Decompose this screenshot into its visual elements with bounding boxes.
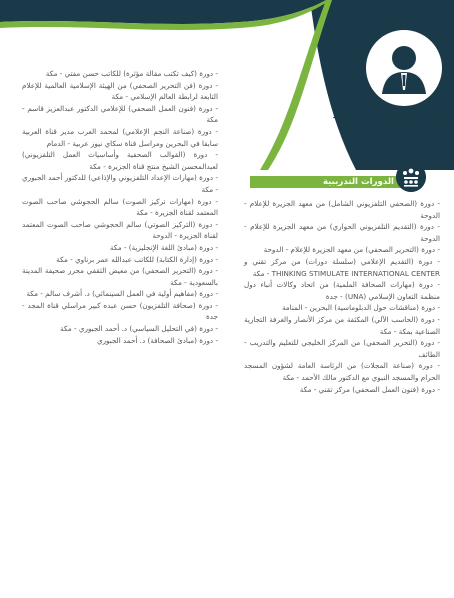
course-item: - دورة (التحرير الصحفي) من معيض الثقفي محرر صحيفة المدينة بالسعودية - مكة <box>22 266 218 287</box>
person-avatar-icon <box>364 28 444 108</box>
group-people-icon <box>396 162 426 192</box>
course-item: - دورة (صحافة التلفزيون) حسن عبده كبير مراسلي قناة المجد - جدة <box>22 300 218 322</box>
profile-block <box>258 110 438 134</box>
course-item: - دورة (مبادئ الصحافة) د. أحمد الجبوري <box>96 335 218 345</box>
course-item: - دورة (فن التحرير الصحفي) من الهيئة الإسلامية العالمية للإعلام التابعة لرابطة العالم الإسلامي - مكة <box>22 80 218 102</box>
profile-title: كاتب وصحفي ومقدم <box>360 123 438 133</box>
course-item: - دورة (مبادئ اللغة الإنجليزية) - مكة <box>109 242 218 252</box>
course-item: - دورة (التركيز الصوتي) سالم الحجوشي صاحب الصوت المعتمد لقناة الجزيرة - الدوحة <box>22 219 218 241</box>
course-item: - دورة (مهارات الصحافة الملمية) من اتحاد وكالات أنباء دول منظمة التعاون الإسلامي (UNA) - جدة <box>244 280 440 301</box>
courses-column-right <box>244 198 440 395</box>
course-item: - دورة (القوالب الصحفية وأساسيات العمل التلفزيوني) لعبدالمحسن الشيخ منتج قناة الجزيرة - مكة <box>22 150 218 171</box>
course-item: - دورة (فنون العمل الصحفي) مركز تقني - مكة <box>299 384 440 394</box>
course-item: - دورة (مفاهيم أولية في العمل السينمائي) د. أشرف سالم - مكة <box>26 289 218 299</box>
profile-name: عبدالله عبدالقادر أحمد <box>332 110 438 121</box>
section-heading: الدورات التدريبية <box>322 177 394 187</box>
course-item: - دورة (صناعة المجلات) من الرئاسة العامة لشؤون المسجد الحرام والمسجد النبوي مع الدكتور مالك الأحمد - مكة <box>244 361 440 382</box>
courses-column-left <box>22 68 218 346</box>
course-item: - دورة (صناعة النجم الإعلامي) لمحمد العرب مدير قناة العربية سابقا في البحرين ومراسل قناة سكاي نيوز عربية - الدمام <box>22 126 218 148</box>
course-item: - دورة (التحرير الصحفي) من معهد الجزيرة للإعلام - الدوحة <box>263 245 440 255</box>
course-item: - دورة (مناقشات حول الدبلوماسية) البحرين - المنامة <box>281 303 440 313</box>
course-item: - دورة (كيف تكتب مقالة مؤثرة) للكاتب حسن مفتي - مكة <box>45 69 218 78</box>
course-item: - دورة (التقديم الإعلامي (سلسلة دورات) من مركز تقني و THINKING STIMULATE INTERNATIONAL CENTER - مكة <box>244 256 440 278</box>
course-item: - دورة (إدارة الكتابة) للكاتب عبدالله عمر برناوي - مكة <box>56 254 218 264</box>
course-item: - دورة (مهارات الإعداد التلفزيوني والإذاعي) للدكتور أحمد الجبوري - مكة <box>22 173 218 194</box>
course-item: - دورة (الصحفي التلفزيوني الشامل) من معهد الجزيرة للإعلام - الدوحة <box>244 199 440 220</box>
course-item: - دورة (الحاسب الآلي) المكثفة من مركز الأنصار والغرفة التجارية الصناعية بمكة - مكة <box>244 314 440 336</box>
course-item: - دورة (التحرير الصحفي) من المركز الخليجي للتعليم والتدريب - الطائف <box>244 338 440 359</box>
section-header <box>250 170 450 192</box>
course-item: - دورة (التقديم التلفزيوني الحواري) من معهد الجزيرة للإعلام - الدوحة <box>244 222 440 243</box>
course-item: - دورة (في التحليل السياسي) د. أحمد الجبوري - مكة <box>60 324 218 334</box>
section-heading-bar <box>250 176 406 188</box>
course-item: - دورة (فنون العمل الصحفي) للإعلامي الدكتور عبدالعزيز قاسم - مكة <box>22 103 218 125</box>
course-item: - دورة (مهارات تركيز الصوت) سالم الحجوشي صاحب الصوت المعتمد لقناة الجزيرة - مكة <box>22 196 218 218</box>
